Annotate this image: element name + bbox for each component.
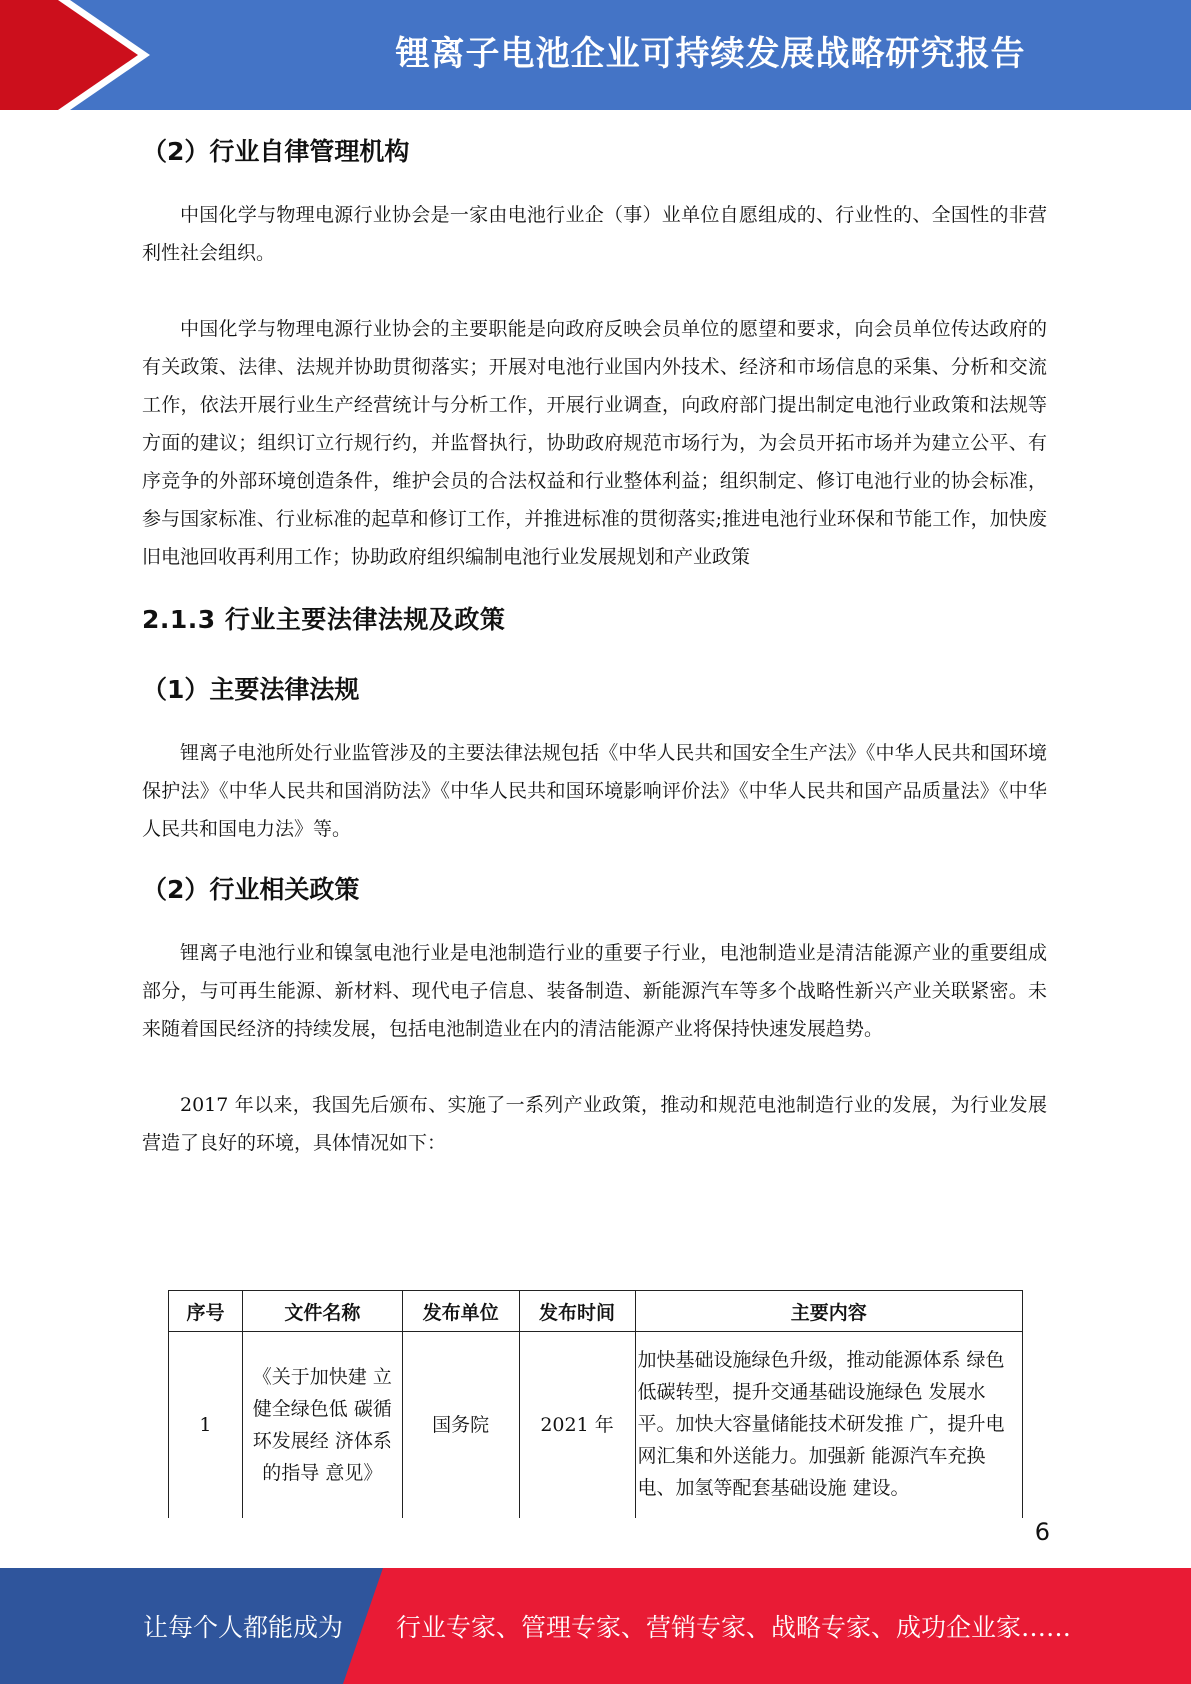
report-title: 锂离子电池企业可持续发展战略研究报告	[395, 33, 1026, 74]
cell-issuer: 国务院	[402, 1332, 519, 1519]
cell-content: 加快基础设施绿色升级，推动能源体系 绿色低碳转型，提升交通基础设施绿色 发展水平。加快大容量储能技术研发推 广，提升电网汇集和外送能力。加强新 能源汽车充换电、加氢等配套基础设施 建设。	[635, 1332, 1023, 1519]
page-header	[0, 0, 1191, 110]
self-regulatory-paragraph-1: 中国化学与物理电源行业协会是一家由电池行业企（事）业单位自愿组成的、行业性的、全国性的非营利性社会组织。	[142, 204, 1047, 264]
page-number: 6	[1034, 1518, 1050, 1546]
cell-no: 1	[169, 1332, 243, 1519]
cell-date: 2021 年	[519, 1332, 635, 1519]
policy-paragraph-2: 2017 年以来，我国先后颁布、实施了一系列产业政策，推动和规范电池制造行业的发展，为行业发展营造了良好的环境，具体情况如下：	[142, 1094, 1047, 1154]
column-header-content: 主要内容	[635, 1291, 1023, 1332]
column-header-no: 序号	[169, 1291, 243, 1332]
cell-name: 《关于加快建 立健全绿色低 碳循环发展经 济体系的指导 意见》	[242, 1332, 402, 1519]
laws-paragraph: 锂离子电池所处行业监管涉及的主要法律法规包括《中华人民共和国安全生产法》《中华人民共和国环境保护法》《中华人民共和国消防法》《中华人民共和国环境影响评价法》《中华人民共和国产品质量法》《中华人民共和国电力法》等。	[142, 742, 1047, 840]
self-regulatory-paragraph-2: 中国化学与物理电源行业协会的主要职能是向政府反映会员单位的愿望和要求，向会员单位传达政府的有关政策、法律、法规并协助贯彻落实；开展对电池行业国内外技术、经济和市场信息的采集、分析和交流工作，依法开展行业生产经营统计与分析工作，开展行业调查，向政府部门提出制定电池行业政策和法规等方面的建议；组织订立行规行约，并监督执行，协助政府规范市场行为，为会员开拓市场并为建立公平、有序竞争的外部环境创造条件，维护会员的合法权益和行业整体利益；组织制定、修订电池行业的协会标准，参与国家标准、行业标准的起草和修订工作，并推进标准的贯彻落实;推进电池行业环保和节能工作，加快废旧电池回收再利用工作；协助政府组织编制电池行业发展规划和产业政策	[142, 318, 1047, 568]
column-header-name: 文件名称	[242, 1291, 402, 1332]
column-header-date: 发布时间	[519, 1291, 635, 1332]
table-row	[169, 1332, 1023, 1519]
laws-heading: （1）主要法律法规	[142, 675, 360, 704]
policy-paragraph-1: 锂离子电池行业和镍氢电池行业是电池制造行业的重要子行业，电池制造业是清洁能源产业的重要组成部分，与可再生能源、新材料、现代电子信息、装备制造、新能源汽车等多个战略性新兴产业关联紧密。未来随着国民经济的持续发展，包括电池制造业在内的清洁能源产业将保持快速发展趋势。	[142, 942, 1047, 1040]
page-footer	[0, 1568, 1191, 1684]
column-header-issuer: 发布单位	[402, 1291, 519, 1332]
footer-slogan-right: 行业专家、管理专家、营销专家、战略专家、成功企业家……	[396, 1613, 1072, 1642]
table-header-row	[169, 1291, 1023, 1332]
self-regulatory-heading: （2）行业自律管理机构	[142, 137, 410, 166]
footer-slogan-left: 让每个人都能成为	[143, 1613, 344, 1642]
document-body	[142, 118, 1047, 1162]
policy-heading: （2）行业相关政策	[142, 875, 360, 904]
header-chevron-decoration	[0, 0, 160, 110]
policy-table	[168, 1290, 1023, 1518]
section-heading-2-1-3: 2.1.3 行业主要法律法规及政策	[142, 605, 506, 634]
